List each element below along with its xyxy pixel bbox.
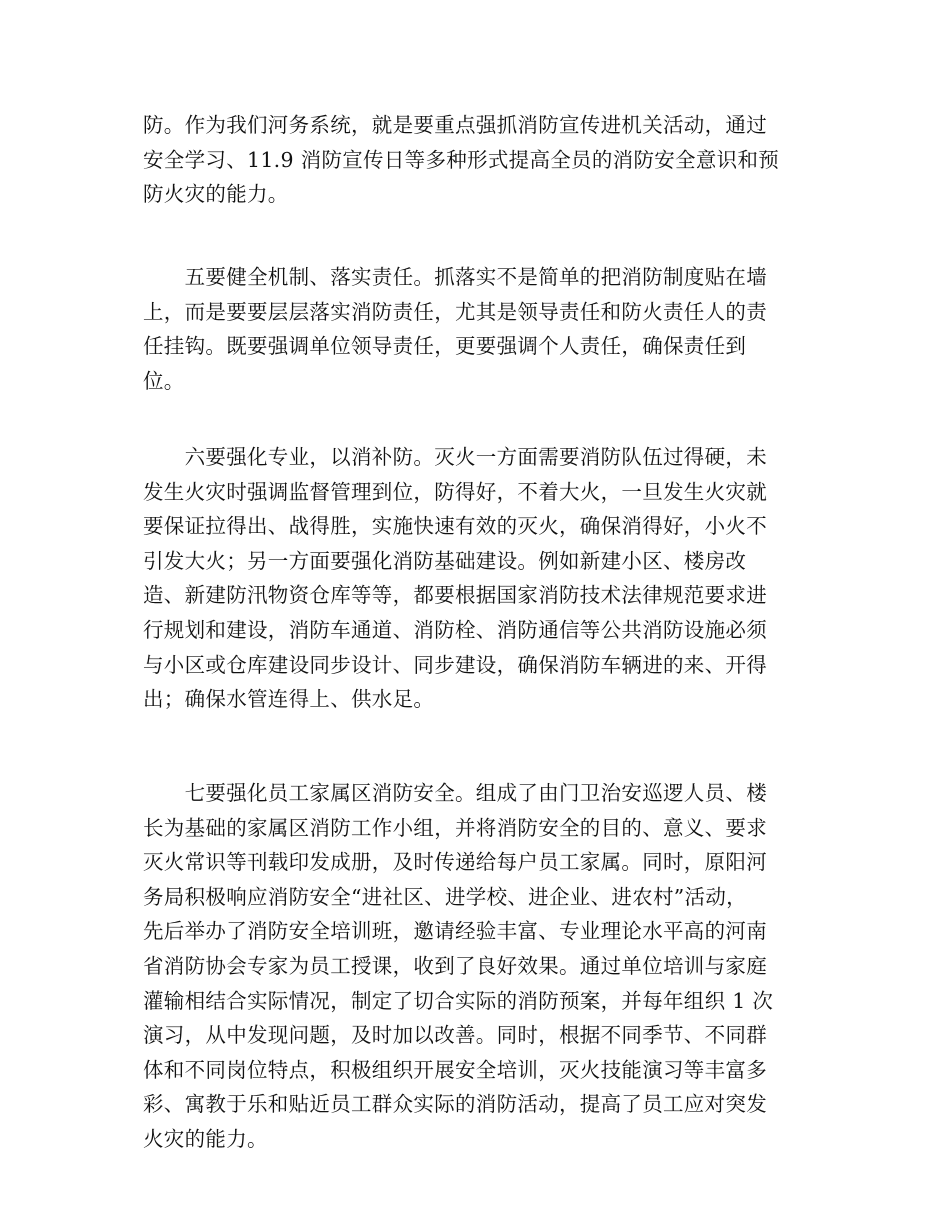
paragraph-mechanism-responsibility xyxy=(143,260,813,398)
text-line: 与小区或仓库建设同步设计、同步建设，确保消防车辆进的来、开得 xyxy=(143,652,767,677)
text-line: 体和不同岗位特点，积极组织开展安全培训，灭火技能演习等丰富多 xyxy=(143,1057,767,1082)
text-line: 造、新建防汛物资仓库等等，都要根据国家消防技术法律规范要求进 xyxy=(143,583,767,608)
text-line: 发生火灾时强调监督管理到位，防得好，不着大火，一旦发生火灾就 xyxy=(143,479,767,504)
text-line: 要保证拉得出、战得胜，实施快速有效的灭火，确保消得好，小火不 xyxy=(143,514,767,539)
text-line: 引发大火；另一方面要强化消防基础建设。例如新建小区、楼房改 xyxy=(143,548,747,573)
text-line: 七要强化员工家属区消防安全。组成了由门卫治安巡逻人员、楼 xyxy=(143,781,767,805)
paragraph-professional-fire-fighting xyxy=(143,440,813,717)
text-line: 上，而是要要层层落实消防责任，尤其是领导责任和防火责任人的责 xyxy=(143,299,767,324)
text-line: 安全学习、11.9 消防宣传日等多种形式提高全员的消防安全意识和预 xyxy=(143,147,780,172)
text-line: 火灾的能力。 xyxy=(143,1126,268,1151)
text-line: 防。作为我们河务系统，就是要重点强抓消防宣传进机关活动，通过 xyxy=(143,113,767,137)
text-line: 演习，从中发现问题，及时加以改善。同时，根据不同季节、不同群 xyxy=(143,1023,767,1048)
text-line: 五要健全机制、落实责任。抓落实不是简单的把消防制度贴在墙 xyxy=(143,265,767,289)
text-line: 灭火常识等刊载印发成册，及时传递给每户员工家属。同时，原阳河 xyxy=(143,850,767,875)
text-line: 防火灾的能力。 xyxy=(143,182,289,207)
text-line: 任挂钩。既要强调单位领导责任，更要强调个人责任，确保责任到 xyxy=(143,334,747,359)
text-line: 先后举办了消防安全培训班，邀请经验丰富、专业理论水平高的河南 xyxy=(143,919,767,944)
text-line: 务局积极响应消防安全“进社区、进学校、进企业、进农村”活动， xyxy=(143,884,747,909)
text-line: 行规划和建设，消防车通道、消防栓、消防通信等公共消防设施必须 xyxy=(143,617,767,642)
text-line: 六要强化专业，以消补防。灭火一方面需要消防队伍过得硬，未 xyxy=(143,445,767,469)
paragraph-fire-publicity xyxy=(143,108,813,212)
text-line: 彩、寓教于乐和贴近员工群众实际的消防活动，提高了员工应对突发 xyxy=(143,1092,767,1117)
text-line: 灌输相结合实际情况，制定了切合实际的消防预案，并每年组织 1 次 xyxy=(143,988,774,1013)
text-line: 出；确保水管连得上、供水足。 xyxy=(143,687,435,712)
text-line: 位。 xyxy=(143,368,185,393)
paragraph-residential-fire-safety xyxy=(143,776,813,1157)
text-line: 长为基础的家属区消防工作小组，并将消防安全的目的、意义、要求 xyxy=(143,815,767,840)
text-line: 省消防协会专家为员工授课，收到了良好效果。通过单位培训与家庭 xyxy=(143,953,767,978)
